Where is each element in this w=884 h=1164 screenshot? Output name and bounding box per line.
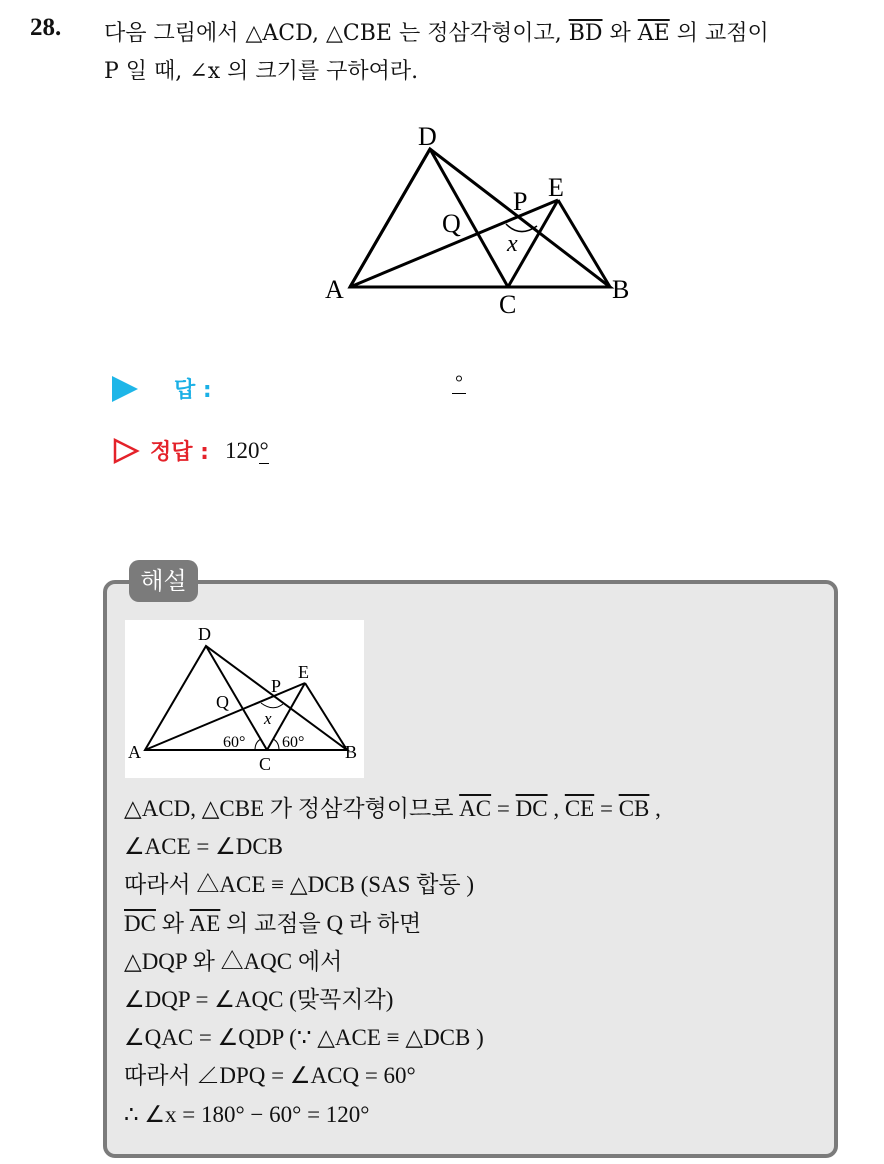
- answer-row: [112, 373, 212, 404]
- segment-bd: $\overline{BD}$: [568, 21, 603, 46]
- answer-unit: °: [452, 373, 466, 394]
- explanation-line-6: ∠DQP = ∠AQC (맞꼭지각): [124, 987, 394, 1013]
- explanation-tag: 해설: [129, 560, 198, 602]
- fig2-label-p: P: [271, 676, 282, 696]
- fig2-label-e: E: [298, 662, 309, 682]
- explanation-line-7: ∠QAC = ∠QDP (∵ △ACE ≡ △DCB ): [124, 1025, 484, 1051]
- explanation-line-3: 따라서 △ACE ≡ △DCB (SAS 합동 ): [124, 872, 475, 898]
- line1-text: △ACD, △CBE 가 정삼각형이므로: [124, 796, 460, 821]
- fig2-label-x: x: [264, 709, 272, 728]
- segment-dc: $\overline{DC}$: [515, 796, 548, 821]
- question-text-part: 와: [602, 21, 638, 46]
- segment-ce: $\overline{CE}$: [564, 796, 595, 821]
- segment-ac: $\overline{AC}$: [459, 796, 492, 821]
- explanation-line-2: ∠ACE = ∠DCB: [124, 834, 284, 860]
- fig2-arc-left: [255, 739, 261, 750]
- side-eb: [558, 200, 610, 287]
- fig2-side-eb: [305, 683, 347, 750]
- explanation-line-9: ∴ ∠x = 180° − 60° = 120°: [124, 1101, 370, 1127]
- answer-input[interactable]: [452, 372, 466, 395]
- explanation-line-5: △DQP 와 △AQC 에서: [124, 948, 343, 974]
- figure-lines: [350, 149, 610, 287]
- side-ad: [350, 149, 430, 287]
- fig2-label-q: Q: [216, 692, 229, 712]
- fig2-label-b: B: [345, 742, 358, 762]
- label-a: A: [325, 275, 344, 304]
- question-line-2: P 일 때, ∠x 의 크기를 구하여라.: [104, 59, 419, 84]
- label-p: P: [513, 187, 528, 216]
- solution-answer-value: [225, 438, 269, 464]
- line1-sep: ,: [547, 796, 565, 821]
- line1-eq: =: [594, 796, 619, 821]
- fig2-angle-right: 60°: [282, 734, 305, 751]
- answer-label: 답 :: [174, 378, 212, 403]
- label-c: C: [499, 290, 517, 319]
- geometry-figure: [0, 0, 884, 360]
- explanation-line-4: [124, 905, 661, 943]
- fig2-label-c: C: [259, 754, 272, 774]
- line4-mid: 와: [155, 910, 190, 936]
- solution-answer-row: [112, 435, 269, 466]
- question-text-part: 의 교점이: [669, 21, 769, 46]
- explanation-figure: [125, 620, 364, 778]
- solution-answer-label: 정답 :: [150, 440, 209, 465]
- segment-ae: $\overline{AE}$: [637, 21, 670, 46]
- play-triangle-icon: [112, 376, 138, 402]
- label-x: x: [507, 231, 518, 257]
- explanation-line-8: 따라서 ∠DPQ = ∠ACQ = 60°: [124, 1063, 416, 1089]
- solution-value-number: 120: [224, 437, 260, 463]
- fig2-angle-left: 60°: [223, 734, 246, 751]
- line1-end: ,: [649, 796, 661, 821]
- question-number: 28.: [30, 14, 62, 41]
- explanation-figure-svg: [125, 620, 364, 778]
- solution-value-unit: °: [259, 437, 269, 463]
- segment-ae: $\overline{AE}$: [189, 910, 221, 936]
- fig2-label-a: A: [128, 742, 141, 762]
- line4-end: 의 교점을 Q 라 하면: [220, 910, 422, 936]
- label-q: Q: [442, 209, 461, 238]
- fig2-arc-x: [261, 703, 283, 708]
- fig2-label-d: D: [198, 624, 211, 644]
- question-text-part: 다음 그림에서 △ACD, △CBE 는 정삼각형이고,: [104, 21, 569, 46]
- explanation-text: [124, 790, 661, 1134]
- label-d: D: [418, 122, 437, 151]
- explanation-line-1: [124, 790, 661, 828]
- line1-eq: =: [491, 796, 516, 821]
- outline-triangle-icon: [112, 437, 140, 465]
- fig2-arc-right: [273, 739, 279, 750]
- label-b: B: [612, 275, 630, 304]
- segment-dc: $\overline{DC}$: [124, 910, 156, 936]
- label-e: E: [548, 173, 564, 202]
- segment-cb: $\overline{CB}$: [618, 796, 650, 821]
- fig2-outline: [145, 646, 347, 750]
